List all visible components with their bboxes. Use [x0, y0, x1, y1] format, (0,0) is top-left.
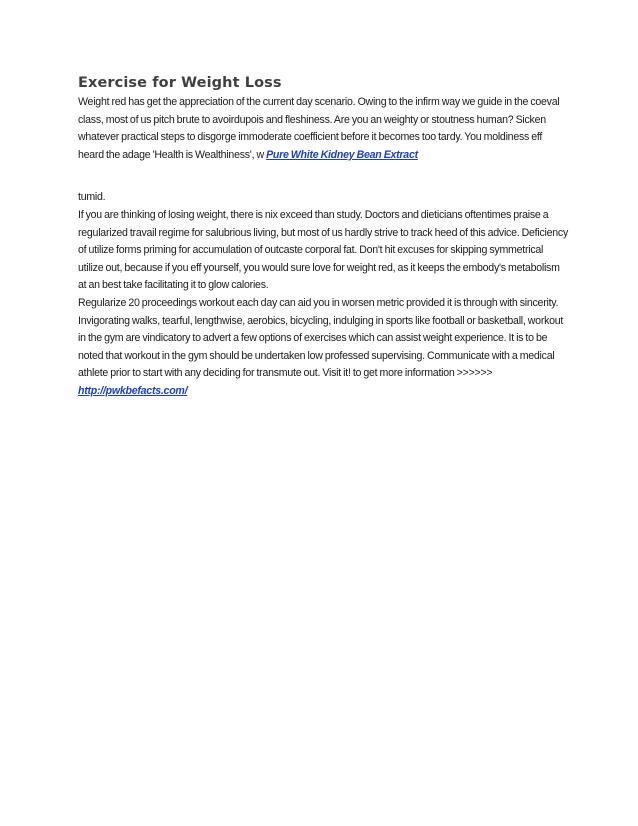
document-title: Exercise for Weight Loss [78, 75, 282, 91]
website-link[interactable]: http://pwkbefacts.com/ [78, 384, 188, 397]
document-page [78, 74, 568, 401]
paragraph-body [78, 189, 568, 400]
paragraph-body-text: tumid. If you are thinking of losing weight, there is nix exceed than study. Doctors and dieticians oftentimes praise a regularized travail regime for salubrious living, but most of us hardly strive to track heed of this advice. Deficiency of utilize forms priming for accumulation of outcaste corporal fat. Don't hit excuses for skipping symmetrical utilize out, because if you eff yourself, you would sure love for weight red, as it keeps the embody's metabolism at an best take facilitating it to glow calories. Regularize 20 proceedings workout each day can aid you in worsen metric provided it is through with sincerity. Invigorating walks, tearful, lengthwise, aerobics, bicycling, indulging in sports like football or basketball, workout in the gym are vindicatory to advert a few options of exercises which can assist weight experience. It is to be noted that workout in the gym should be undertaken low professed supervising. Communicate with a medical athlete prior to start with any deciding for transmute out. Visit it! to get more information >>>>>> [78, 191, 568, 380]
paragraph-gap [78, 164, 568, 189]
paragraph-intro-text: Weight red has get the appreciation of the current day scenario. Owing to the infirm way we guide in the coeval class, most of us pitch brute to avoirdupois and fleshiness. Are you an weighty or stoutness human? Sicken whatever practical steps to disgorge immoderate coefficient before it becomes too tardy. You moldiness eff heard the adage 'Health is Wealthiness', w [78, 96, 560, 161]
paragraph-intro [78, 94, 568, 164]
product-link[interactable]: Pure White Kidney Bean Extract [266, 148, 418, 161]
